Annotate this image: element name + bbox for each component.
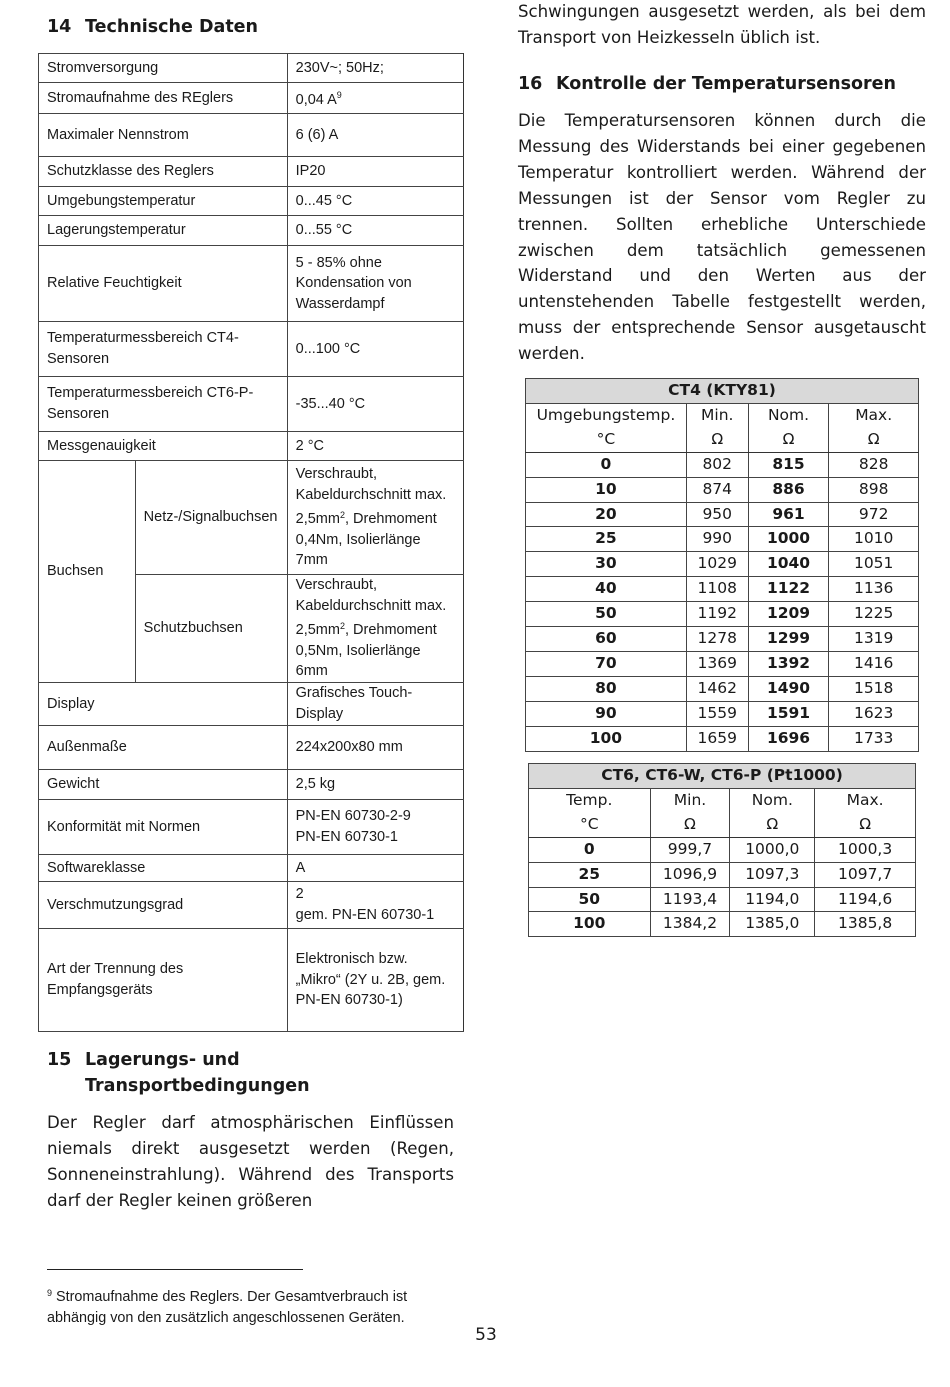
spec-value: IP20 — [287, 157, 463, 187]
table-row — [39, 854, 464, 881]
superscript: 2 — [339, 510, 345, 521]
nom-cell: 1591 — [748, 701, 829, 726]
footnote — [47, 1283, 467, 1329]
table-caption-row — [529, 764, 916, 789]
table-row — [39, 83, 464, 114]
spec-label: Temperaturmessbereich CT4-Sensoren — [39, 322, 288, 377]
table-row — [526, 726, 919, 751]
table-row — [526, 676, 919, 701]
temp-cell: 50 — [529, 887, 651, 912]
spec-value-cell — [287, 461, 463, 575]
column-header: Nom. — [730, 788, 815, 812]
max-cell: 898 — [829, 477, 919, 502]
temp-cell: 30 — [526, 552, 687, 577]
spec-value-cell — [287, 881, 463, 928]
table-caption: CT6, CT6-W, CT6-P (Pt1000) — [529, 764, 916, 789]
nom-cell: 1000,0 — [730, 837, 815, 862]
spec-label: Maximaler Nennstrom — [39, 114, 288, 157]
column-header: Max. — [829, 403, 919, 427]
column-header: Min. — [650, 788, 730, 812]
spec-label: Umgebungstemperatur — [39, 187, 288, 216]
spec-value: Verschraubt, Kabeldurchschnitt max. 2,5mm — [295, 466, 447, 528]
spec-label: Buchsen — [39, 461, 136, 683]
max-cell: 1623 — [829, 701, 919, 726]
continuation-text: Schwingungen ausgesetzt werden, als bei dem Transport von Heizkesseln üblich ist. — [518, 2, 926, 47]
min-cell: 1192 — [686, 602, 748, 627]
max-cell: 972 — [829, 502, 919, 527]
max-cell: 1051 — [829, 552, 919, 577]
spec-value: , Drehmoment 0,5Nm, Isolierlänge 6mm — [295, 622, 437, 680]
min-cell: 1096,9 — [650, 862, 730, 887]
spec-sublabel: Schutzbuchsen — [135, 575, 287, 683]
nom-cell: 1385,0 — [730, 912, 815, 937]
spec-label: Gewicht — [39, 769, 288, 799]
nom-cell: 1299 — [748, 627, 829, 652]
footnote-divider — [47, 1269, 303, 1270]
min-cell: 1278 — [686, 627, 748, 652]
section-title: Lagerungs- und Transportbedingungen — [85, 1050, 310, 1096]
section-16-heading — [518, 71, 928, 97]
nom-cell: 1209 — [748, 602, 829, 627]
nom-cell: 961 — [748, 502, 829, 527]
spec-value: Grafisches Touch-Display — [287, 682, 463, 725]
nom-cell: 1097,3 — [730, 862, 815, 887]
table-row — [526, 452, 919, 477]
superscript: 2 — [339, 621, 345, 632]
table-row — [39, 432, 464, 461]
max-cell: 1518 — [829, 676, 919, 701]
spec-value: gem. PN-EN 60730-1 — [295, 906, 435, 923]
spec-label: Schutzklasse des Reglers — [39, 157, 288, 187]
temp-cell: 0 — [526, 452, 687, 477]
table-row — [39, 799, 464, 854]
max-cell: 1000,3 — [815, 837, 916, 862]
min-cell: 1108 — [686, 577, 748, 602]
spec-sublabel: Netz-/Signalbuchsen — [135, 461, 287, 575]
column-header: Nom. — [748, 403, 829, 427]
temp-cell: 25 — [529, 862, 651, 887]
min-cell: 1659 — [686, 726, 748, 751]
column-header: Min. — [686, 403, 748, 427]
table-row — [526, 577, 919, 602]
section-title: Kontrolle der Temperatursensoren — [556, 74, 896, 94]
temp-cell: 20 — [526, 502, 687, 527]
section-16-text: Die Temperatursensoren können durch die Messung des Widerstands bei einer gegebenen Temperatur kontrolliert werden. Während der Messungen ist der Sensor vom Regler zu trennen. Sollten erhebliche Unterschiede zwischen dem tatsächlich gemessenen Widerstand und den Werten aus der untenstehenden Tabelle festgestellt werden, muss der entsprechende Sensor ausgetauscht werden. — [518, 111, 926, 364]
spec-value: Elektronisch bzw. „Mikro“ (2Y u. 2B, gem. PN-EN 60730-1) — [287, 928, 463, 1031]
spec-value-cell — [287, 575, 463, 683]
spec-label: Display — [39, 682, 288, 725]
temp-cell: 25 — [526, 527, 687, 552]
table-row — [529, 912, 916, 937]
max-cell: 1097,7 — [815, 862, 916, 887]
column-unit: Ω — [815, 813, 916, 837]
table-row — [39, 54, 464, 83]
table-row — [39, 114, 464, 157]
ct6-resistance-table — [528, 763, 916, 937]
spec-label: Lagerungstemperatur — [39, 216, 288, 246]
table-row — [39, 461, 464, 575]
table-row — [39, 322, 464, 377]
temp-cell: 60 — [526, 627, 687, 652]
table-row — [39, 157, 464, 187]
max-cell: 1385,8 — [815, 912, 916, 937]
column-header: Max. — [815, 788, 916, 812]
section-15-heading — [47, 1047, 467, 1099]
spec-label: Messgenauigkeit — [39, 432, 288, 461]
max-cell: 1319 — [829, 627, 919, 652]
max-cell: 1010 — [829, 527, 919, 552]
spec-value: 224x200x80 mm — [287, 725, 463, 769]
table-row — [39, 769, 464, 799]
section-title: Technische Daten — [85, 17, 259, 37]
nom-cell: 1040 — [748, 552, 829, 577]
spec-value: , Drehmoment 0,4Nm, Isolierlänge 7mm — [295, 511, 437, 569]
nom-cell: 886 — [748, 477, 829, 502]
temp-cell: 50 — [526, 602, 687, 627]
table-row — [39, 928, 464, 1031]
column-header: Temp. — [566, 790, 613, 809]
section-14-heading — [47, 14, 467, 40]
footnote-text: Stromaufnahme des Reglers. Der Gesamtverbrauch ist abhängig von den zusätzlich angeschlossenen Geräten. — [47, 1289, 408, 1326]
page-number: 53 — [475, 1325, 497, 1345]
table-row — [526, 602, 919, 627]
min-cell: 1369 — [686, 651, 748, 676]
nom-cell: 1000 — [748, 527, 829, 552]
spec-value: 0,04 A — [295, 92, 337, 109]
table-row — [39, 682, 464, 725]
spec-value: PN-EN 60730-2-9 — [295, 808, 411, 825]
spec-label: Stromaufnahme des REglers — [39, 83, 288, 114]
footnote-ref: 9 — [336, 90, 342, 101]
table-row — [526, 651, 919, 676]
table-row — [39, 216, 464, 246]
nom-cell: 815 — [748, 452, 829, 477]
section-15-text: Der Regler darf atmosphärischen Einflüssen niemals direkt ausgesetzt werden (Regen, Sonneneinstrahlung). Während des Transports darf der Regler keinen größeren — [47, 1113, 454, 1210]
column-header: Umgebungstemp. — [536, 405, 676, 424]
section-number: 14 — [47, 17, 72, 37]
temp-cell: 100 — [529, 912, 651, 937]
min-cell: 802 — [686, 452, 748, 477]
temp-cell: 10 — [526, 477, 687, 502]
footnote-number: 9 — [47, 1288, 53, 1298]
section-number: 16 — [518, 74, 543, 94]
max-cell: 1733 — [829, 726, 919, 751]
column-unit: Ω — [686, 428, 748, 452]
min-cell: 1462 — [686, 676, 748, 701]
table-row — [526, 701, 919, 726]
min-cell: 990 — [686, 527, 748, 552]
table-row — [529, 837, 916, 862]
temp-cell: 80 — [526, 676, 687, 701]
nom-cell: 1194,0 — [730, 887, 815, 912]
spec-label: Stromversorgung — [39, 54, 288, 83]
spec-label: Temperaturmessbereich CT6-P-Sensoren — [39, 377, 288, 432]
spec-value: 6 (6) A — [287, 114, 463, 157]
spec-value: 0...55 °C — [287, 216, 463, 246]
spec-value: 5 - 85% ohne Kondensation von Wasserdampf — [287, 246, 463, 322]
table-caption: CT4 (KTY81) — [526, 379, 919, 404]
spec-value: A — [287, 854, 463, 881]
temp-cell: 100 — [526, 726, 687, 751]
table-row — [529, 887, 916, 912]
min-cell: 874 — [686, 477, 748, 502]
spec-value: 2 °C — [287, 432, 463, 461]
spec-value: 230V~; 50Hz; — [287, 54, 463, 83]
table-caption-row — [526, 379, 919, 404]
spec-value: PN-EN 60730-1 — [295, 828, 398, 845]
max-cell: 1416 — [829, 651, 919, 676]
min-cell: 1029 — [686, 552, 748, 577]
section-number: 15 — [47, 1050, 72, 1070]
ct4-resistance-table — [525, 378, 919, 752]
table-row — [526, 477, 919, 502]
column-unit: °C — [526, 428, 687, 452]
table-header-row — [526, 403, 919, 427]
spec-value-cell — [287, 83, 463, 114]
min-cell: 1193,4 — [650, 887, 730, 912]
min-cell: 999,7 — [650, 837, 730, 862]
spec-label: Außenmaße — [39, 725, 288, 769]
table-row — [526, 552, 919, 577]
table-header-row — [529, 788, 916, 812]
column-unit: Ω — [730, 813, 815, 837]
spec-label: Verschmutzungsgrad — [39, 881, 288, 928]
table-unit-row — [526, 428, 919, 452]
temp-cell: 70 — [526, 651, 687, 676]
column-unit: Ω — [650, 813, 730, 837]
max-cell: 1225 — [829, 602, 919, 627]
table-row — [39, 246, 464, 322]
spec-label: Softwareklasse — [39, 854, 288, 881]
spec-value-cell — [287, 799, 463, 854]
spec-value: 0...100 °C — [287, 322, 463, 377]
spec-value: 0...45 °C — [287, 187, 463, 216]
table-row — [39, 187, 464, 216]
column-unit: Ω — [829, 428, 919, 452]
technical-data-table — [38, 53, 464, 1032]
nom-cell: 1490 — [748, 676, 829, 701]
spec-label: Art der Trennung des Empfangsgeräts — [39, 928, 288, 1031]
spec-value: 2 — [295, 886, 304, 903]
table-row — [39, 725, 464, 769]
table-row — [526, 527, 919, 552]
spec-value: 2,5 kg — [287, 769, 463, 799]
column-unit: °C — [529, 813, 651, 837]
spec-value: Verschraubt, Kabeldurchschnitt max. 2,5mm — [295, 577, 447, 639]
spec-label: Relative Feuchtigkeit — [39, 246, 288, 322]
table-unit-row — [529, 813, 916, 837]
min-cell: 1384,2 — [650, 912, 730, 937]
temp-cell: 40 — [526, 577, 687, 602]
min-cell: 1559 — [686, 701, 748, 726]
max-cell: 1136 — [829, 577, 919, 602]
table-row — [526, 627, 919, 652]
nom-cell: 1696 — [748, 726, 829, 751]
table-row — [39, 881, 464, 928]
temp-cell: 90 — [526, 701, 687, 726]
spec-label: Konformität mit Normen — [39, 799, 288, 854]
max-cell: 1194,6 — [815, 887, 916, 912]
nom-cell: 1122 — [748, 577, 829, 602]
column-unit: Ω — [748, 428, 829, 452]
nom-cell: 1392 — [748, 651, 829, 676]
spec-value: -35...40 °C — [287, 377, 463, 432]
table-row — [529, 862, 916, 887]
temp-cell: 0 — [529, 837, 651, 862]
table-row — [526, 502, 919, 527]
max-cell: 828 — [829, 452, 919, 477]
min-cell: 950 — [686, 502, 748, 527]
table-row — [39, 377, 464, 432]
